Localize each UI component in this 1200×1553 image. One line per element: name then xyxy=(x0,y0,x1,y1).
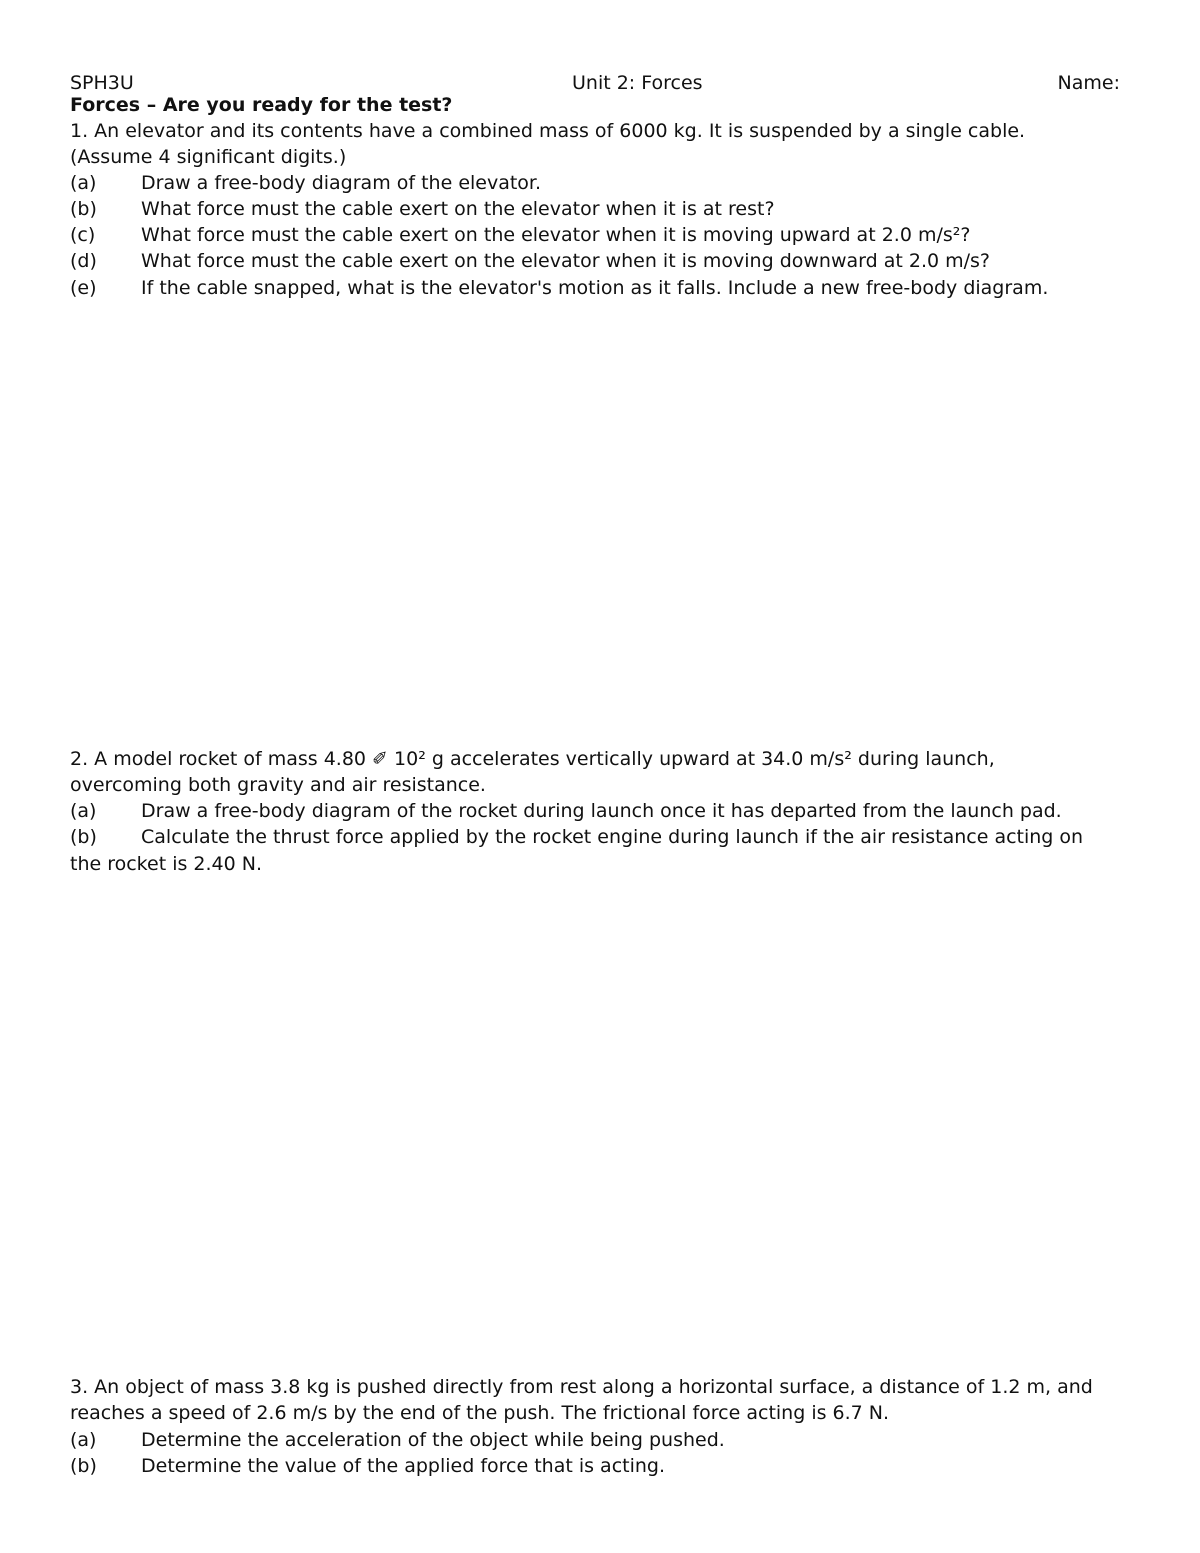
q2-part-a-text: Draw a free-body diagram of the rocket during launch once it has departed from the launch pad. xyxy=(141,800,1062,822)
q3-stem-line1: 3. An object of mass 3.8 kg is pushed directly from rest along a horizontal surface, a distance of 1.2 m, and xyxy=(70,1376,1093,1398)
q1-part-e-text: If the cable snapped, what is the elevator's motion as it falls. Include a new free-body diagram. xyxy=(141,277,1049,299)
q1-part-b-label: (b) xyxy=(70,198,97,220)
q1-part-b xyxy=(70,196,775,222)
q3-part-a xyxy=(70,1427,725,1453)
q1-stem-line2: (Assume 4 significant digits.) xyxy=(70,146,347,168)
q3-part-b-label: (b) xyxy=(70,1455,97,1477)
q3-stem-line2: reaches a speed of 2.6 m/s by the end of the push. The frictional force acting is 6.7 N. xyxy=(70,1402,890,1424)
course-code: SPH3U xyxy=(70,72,134,94)
q2-part-a xyxy=(70,798,1062,824)
q1-stem-line1: 1. An elevator and its contents have a combined mass of 6000 kg. It is suspended by a single cable. xyxy=(70,120,1026,142)
q3-part-a-text: Determine the acceleration of the object while being pushed. xyxy=(141,1429,725,1451)
q2-part-b-continuation: the rocket is 2.40 N. xyxy=(70,853,263,875)
q2-part-b-text: Calculate the thrust force applied by the rocket engine during launch if the air resistance acting on xyxy=(141,826,1084,848)
q2-part-b-label: (b) xyxy=(70,826,97,848)
q1-part-e xyxy=(70,275,1048,301)
q1-part-c-label: (c) xyxy=(70,224,96,246)
q1-part-d-text: What force must the cable exert on the elevator when it is moving downward at 2.0 m/s? xyxy=(141,250,991,272)
q1-part-a xyxy=(70,170,541,196)
q2-part-a-label: (a) xyxy=(70,800,97,822)
q2-stem-line2: overcoming both gravity and air resistance. xyxy=(70,774,486,796)
q1-part-d xyxy=(70,248,990,274)
q1-part-c xyxy=(70,222,970,248)
q1-part-a-label: (a) xyxy=(70,172,97,194)
q1-part-e-label: (e) xyxy=(70,277,97,299)
worksheet-title: Forces – Are you ready for the test? xyxy=(70,94,453,116)
q3-part-b-text: Determine the value of the applied force that is acting. xyxy=(141,1455,666,1477)
name-label: Name: xyxy=(1057,72,1120,94)
q3-part-a-label: (a) xyxy=(70,1429,97,1451)
q1-part-d-label: (d) xyxy=(70,250,97,272)
q1-part-c-text: What force must the cable exert on the elevator when it is moving upward at 2.0 m/s²? xyxy=(141,224,971,246)
q1-part-a-text: Draw a free-body diagram of the elevator. xyxy=(141,172,542,194)
q3-part-b xyxy=(70,1453,665,1479)
q2-part-b xyxy=(70,824,1083,850)
unit-title: Unit 2: Forces xyxy=(572,72,703,94)
q2-stem-line1: 2. A model rocket of mass 4.80 ✐ 10² g accelerates vertically upward at 34.0 m/s² during launch, xyxy=(70,748,995,770)
q1-part-b-text: What force must the cable exert on the elevator when it is at rest? xyxy=(141,198,775,220)
